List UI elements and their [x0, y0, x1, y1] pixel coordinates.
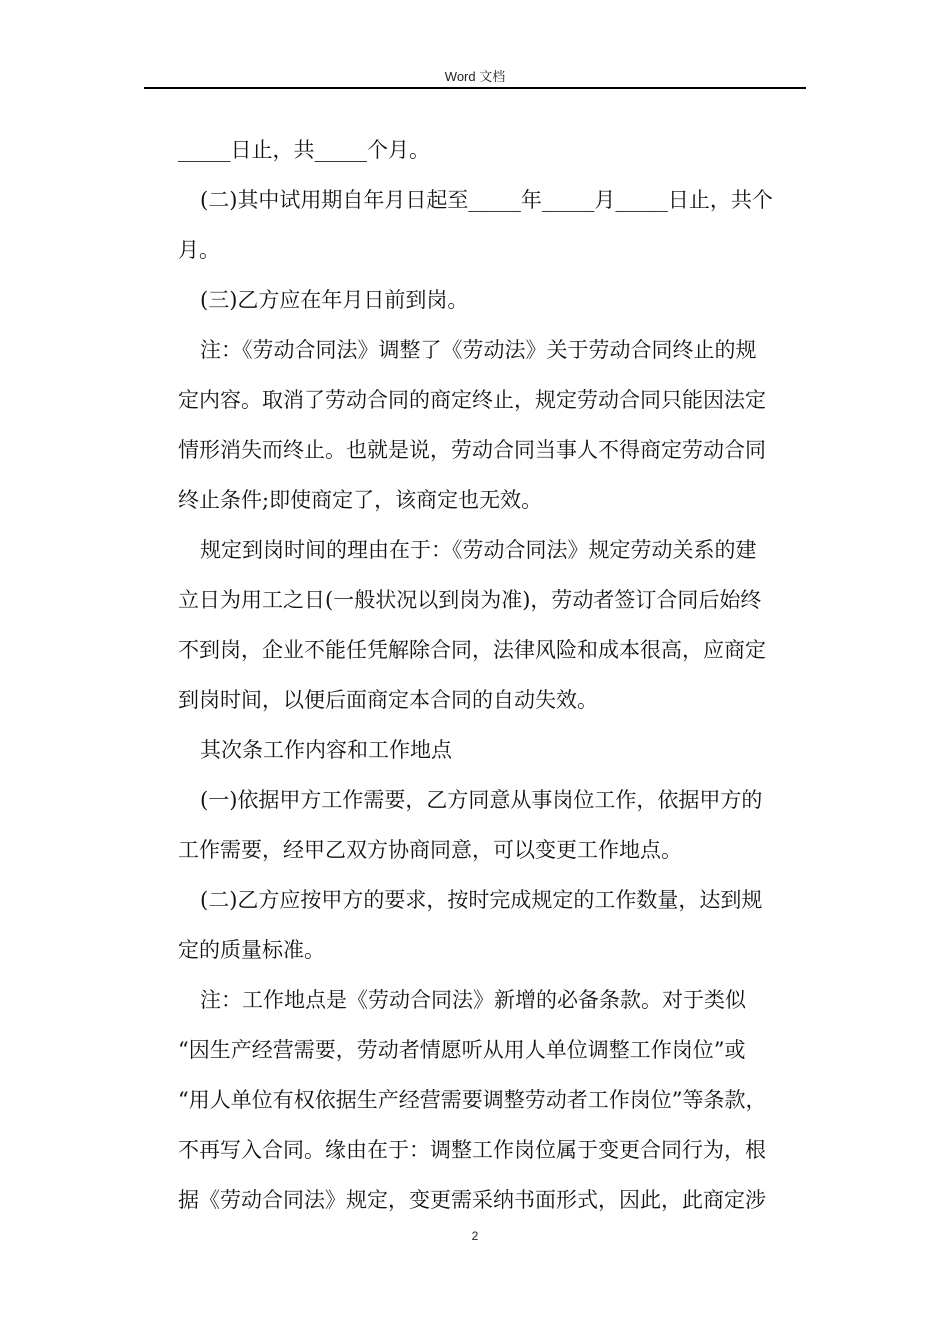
text-line: 立日为用工之日(一般状况以到岗为准)，劳动者签订合同后始终 — [178, 588, 762, 612]
text-line: 工作需要，经甲乙双方协商同意，可以变更工作地点。 — [178, 838, 682, 862]
text-line: 情形消失而终止。也就是说，劳动合同当事人不得商定劳动合同 — [178, 438, 766, 462]
text-line: “因生产经营需要，劳动者情愿听从用人单位调整工作岗位”或 — [178, 1038, 746, 1062]
text-line: (一)依据甲方工作需要，乙方同意从事岗位工作，依据甲方的 — [200, 788, 763, 812]
text-line: 注：《劳动合同法》调整了《劳动法》关于劳动合同终止的规 — [200, 338, 757, 362]
text-line: 定的质量标准。 — [178, 938, 325, 962]
text-line: 不到岗，企业不能任凭解除合同，法律风险和成本很高，应商定 — [178, 638, 766, 662]
text-line: 其次条工作内容和工作地点 — [200, 738, 452, 762]
text-line: 注：工作地点是《劳动合同法》新增的必备条款。对于类似 — [200, 988, 746, 1012]
header-title: Word 文档 — [444, 69, 506, 84]
text-line: 规定到岗时间的理由在于：《劳动合同法》规定劳动关系的建 — [200, 538, 757, 562]
text-line: 不再写入合同。缘由在于：调整工作岗位属于变更合同行为，根 — [178, 1138, 766, 1162]
text-line: 据《劳动合同法》规定，变更需采纳书面形式，因此，此商定涉 — [178, 1188, 766, 1212]
text-line: 定内容。取消了劳动合同的商定终止，规定劳动合同只能因法定 — [178, 388, 766, 412]
page-number: 2 — [471, 1229, 479, 1243]
header-divider — [144, 87, 806, 89]
text-line: _____日止，共_____个月。 — [178, 138, 430, 162]
text-line: (二)其中试用期自年月日起至_____年_____月_____日止，共个 — [200, 188, 773, 212]
text-line: 到岗时间，以便后面商定本合同的自动失效。 — [178, 688, 598, 712]
text-line: (二)乙方应按甲方的要求，按时完成规定的工作数量，达到规 — [200, 888, 763, 912]
text-line: (三)乙方应在年月日前到岗。 — [200, 288, 469, 312]
text-line: 月。 — [178, 238, 220, 262]
text-line: 终止条件;即使商定了，该商定也无效。 — [178, 488, 543, 512]
text-line: “用人单位有权依据生产经营需要调整劳动者工作岗位”等条款， — [178, 1088, 767, 1112]
